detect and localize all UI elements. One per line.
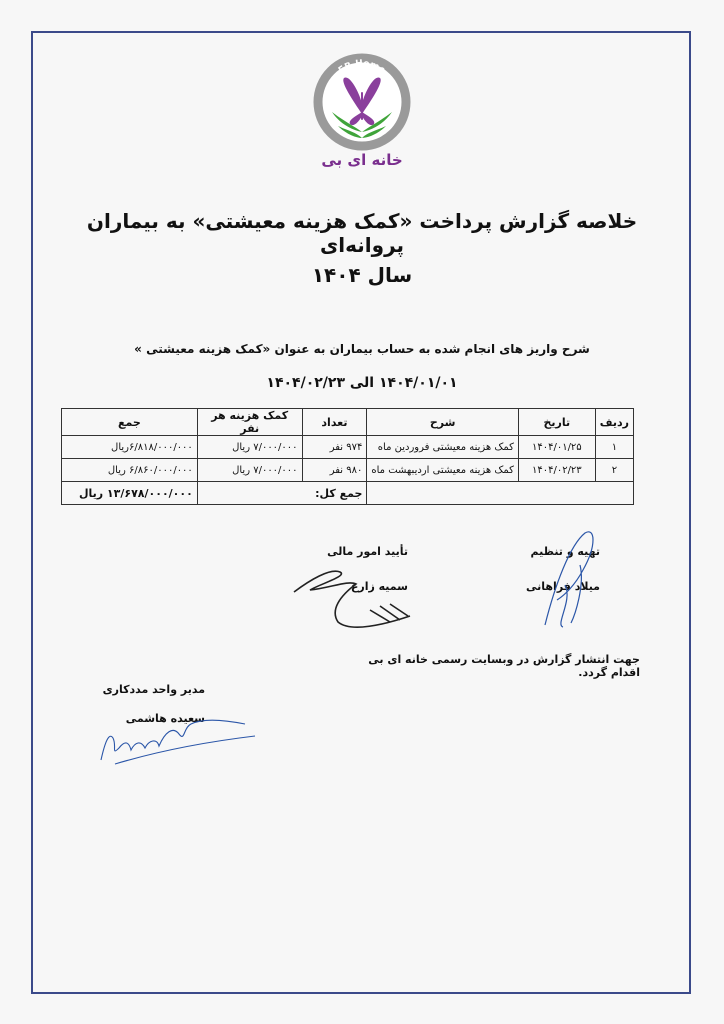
cell-sum: ۶/۸۱۸/۰۰۰/۰۰۰ریال bbox=[62, 436, 198, 459]
date-range: ۱۴۰۴/۰۱/۰۱ الی ۱۴۰۴/۰۲/۲۳ bbox=[266, 375, 458, 391]
finance-approval-title: تأیید امور مالی bbox=[327, 545, 408, 558]
payments-table bbox=[61, 408, 634, 505]
cell-count: ۹۷۴ نفر bbox=[302, 436, 367, 459]
total-label: جمع کل: bbox=[197, 482, 367, 505]
cell-row-number: ۲ bbox=[595, 459, 633, 482]
eb-home-logo bbox=[312, 52, 412, 172]
total-value: ۱۳/۶۷۸/۰۰۰/۰۰۰ ریال bbox=[62, 482, 198, 505]
table-header-row bbox=[62, 409, 634, 436]
cell-sum: ۶/۸۶۰/۰۰۰/۰۰۰ ریال bbox=[62, 459, 198, 482]
publish-note: جهت انتشار گزارش در وبسایت رسمی خانه ای بی اقدام گردد. bbox=[368, 653, 640, 679]
cell-description: کمک هزینه معیشتی اردیبهشت ماه bbox=[367, 459, 518, 482]
table-row bbox=[62, 436, 634, 459]
prepared-by-signature bbox=[525, 525, 605, 635]
header-row-number: ردیف bbox=[595, 409, 633, 436]
header-date: تاریخ bbox=[518, 409, 595, 436]
manager-signature bbox=[95, 712, 265, 772]
cell-empty bbox=[367, 482, 634, 505]
cell-description: کمک هزینه معیشتی فروردین ماه bbox=[367, 436, 518, 459]
manager-name: سعیده هاشمی bbox=[125, 712, 205, 725]
cell-row-number: ۱ bbox=[595, 436, 633, 459]
finance-approval-name: سمیه زارع bbox=[350, 580, 408, 593]
table-row bbox=[62, 459, 634, 482]
prepared-by-name: میلاد فراهانی bbox=[526, 580, 600, 593]
header-description: شرح bbox=[367, 409, 518, 436]
table-total-row bbox=[62, 482, 634, 505]
page-border bbox=[31, 31, 691, 994]
cell-date: ۱۴۰۴/۰۱/۲۵ bbox=[518, 436, 595, 459]
finance-approval-signature bbox=[290, 560, 430, 640]
cell-per-person: ۷/۰۰۰/۰۰۰ ریال bbox=[197, 459, 302, 482]
header-count: تعداد bbox=[302, 409, 367, 436]
header-per-person: کمک هزینه هر نفر bbox=[197, 409, 302, 436]
manager-title: مدیر واحد مددکاری bbox=[102, 683, 205, 696]
cell-date: ۱۴۰۴/۰۲/۲۳ bbox=[518, 459, 595, 482]
document-year: سال ۱۴۰۴ bbox=[311, 263, 413, 287]
header-sum: جمع bbox=[62, 409, 198, 436]
logo-ring-text: EB Home bbox=[337, 58, 387, 77]
cell-per-person: ۷/۰۰۰/۰۰۰ ریال bbox=[197, 436, 302, 459]
document-title: خلاصه گزارش پرداخت «کمک هزینه معیشتی» به بیماران پروانه‌ای bbox=[86, 209, 638, 257]
cell-count: ۹۸۰ نفر bbox=[302, 459, 367, 482]
report-description: شرح واریز های انجام شده به حساب بیماران به عنوان «کمک هزینه معیشتی » bbox=[134, 342, 590, 356]
prepared-by-title: تهیه و تنظیم bbox=[530, 545, 600, 558]
logo-brand-text: خانه ای بی bbox=[321, 151, 403, 169]
